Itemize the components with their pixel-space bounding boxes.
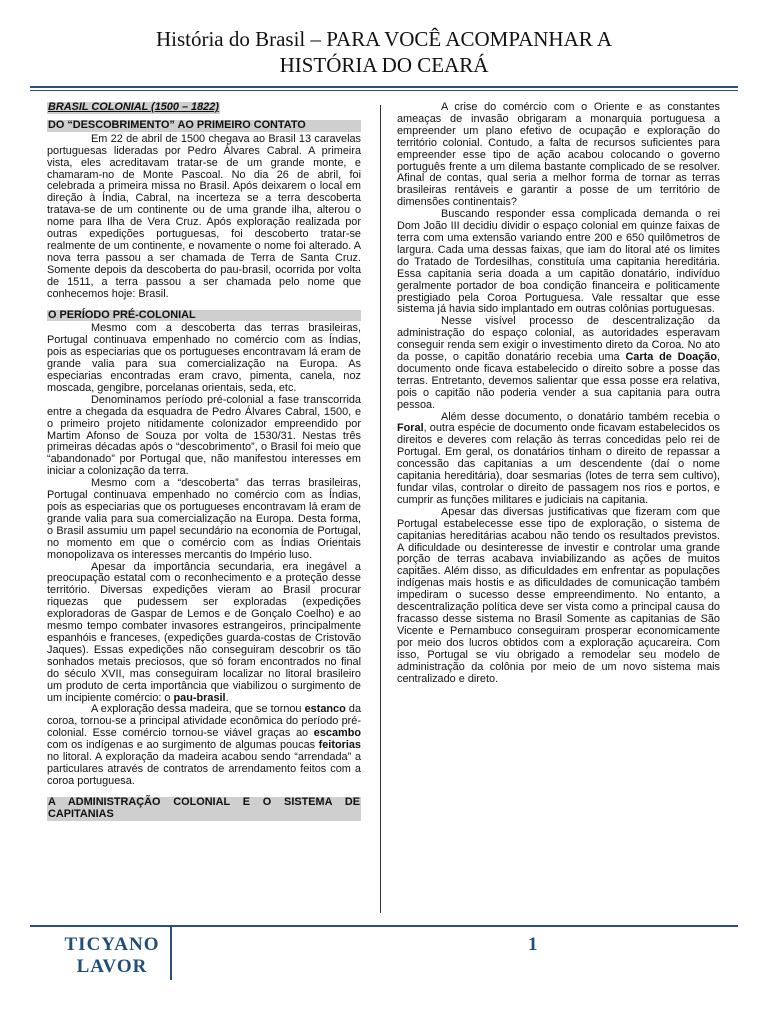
paragraph-fracasso: Apesar das diversas justificativas que fizeram com que Portugal estabelecesse esse tipo de exploração, o sistema de capitanias hereditárias acabou não tendo os resultados previstos. A dificuldade ou desinteresse de investir e controlar uma grande porção de terras acabava inviabilizando as ações de muitos capitães. Além disso, as dificuldades em enfrentar as populações indígenas mais hostis e as dificuldades de comunicação também impediram o sucesso desse empreendimento. No entanto, a descentralização política deve ser vista como a principal causa do fracasso desse sistema no Brasil Somente as capitanias de São Vicente e Pernambuco conseguiram prosperar economicamente por meio dos lucros obtidos com a exploração açucareira. Com isso, Portugal se viu obrigado a remodelar seu modelo de administração da colônia por meio de um novo sistema mais centralizado e direto. (397, 505, 720, 685)
bold-term-estanco: estanco (304, 703, 346, 716)
heading-brasil-colonial: BRASIL COLONIAL (1500 – 1822) (48, 101, 219, 113)
paragraph-pre-colonial-4 (47, 562, 361, 705)
text-run: Nesse visível processo de descentralização da administração do espaço colonial, as autoridades esperavam conseguir renda sem exigir o investimento direto da Coroa. No ato da posse, o capitão donatário recebia uma (397, 315, 720, 364)
heading-descobrimento: DO “DESCOBRIMENTO” AO PRIMEIRO CONTATO (47, 120, 361, 132)
page-title-line2: HISTÓRIA DO CEARÁ (279, 53, 489, 77)
bold-term-carta-doacao: Carta de Doação (625, 351, 717, 364)
text-run: . (225, 691, 229, 704)
paragraph-pre-colonial-2: Denominamos período pré-colonial a fase transcorrida entre a chegada da esquadra de Pedro Álvares Cabral, 1500, e o primeiro projeto nitidamente colonizador empreendido por Martim Afonso de Souza por volta de 1530/31. Nestas três primeiras décadas após o “descobrimento”, o Brasil foi meio que “abandonado” por Portugal que, não manifestou interesses em iniciar a colonização da terra. (47, 393, 361, 478)
paragraph-capitanias: Buscando responder essa complicada demanda o rei Dom João III decidiu dividir o espaço colonial em quinze faixas de terra com uma extensão variando entre 200 e 650 quilômetros de largura. Cada uma dessas faixas, que iam do litoral até os limites do Tratado de Tordesilhas, constituía uma capitania hereditária. Essa capitania seria doada a um capitão donatário, indivíduo geralmente portador de boa condição financeira e politicamente prestigiado pela Coroa Portuguesa. Vale ressaltar que esse sistema já havia sido implantado em outras colônias portuguesas. (397, 208, 720, 316)
bold-term-feitorias: feitorias (318, 739, 361, 752)
text-run: Além desse documento, o donatário também recebia o (441, 410, 720, 423)
text-run: , outra espécie de documento onde ficavam estabelecidos os direitos e deveres com relação às terras concedidas pelo rei de Portugal. Em geral, os donatários tinham o direito de repassar a concessão das capitanias a um descendente (daí o nome capitania hereditária), doar sesmarias (lotes de terra sem cultivo), fundar vilas, controlar o direito de passagem nos rios e portos, e cumprir as funções militares e judiciais na capitania. (397, 422, 720, 506)
right-column (397, 102, 720, 685)
text-run: com os indígenas e ao surgimento de algumas poucas (47, 739, 316, 752)
bold-term-escambo: escambo (313, 727, 361, 740)
paragraph-pre-colonial-3: Mesmo com a “descoberta” das terras brasileiras, Portugal continuava empenhado no comércio com as Índias, pois as especiarias que os portugueses encontravam lá eram de grande valia para sua comercialização na Europa. Desta forma, o Brasil assumiu um papel secundário na economia de Portugal, no momento em que o comércio com as Índias Orientais monopolizava os interesses mercantis do Império luso. (47, 477, 361, 561)
paragraph-pre-colonial-5 (47, 704, 361, 787)
text-run: no litoral. A exploração da madeira acabou sendo “arrendada” a particulares através de contratos de arrendamento feitos com a coroa portuguesa. (47, 751, 361, 787)
text-run: , documento onde ficava estabelecido o direito sobre a posse das terras. Entretanto, devemos salientar que essa posse era relativa, pois o capitão não poderia vender a sua capitania para outra pessoa. (397, 351, 720, 411)
bold-term-pau-brasil: pau-brasil (173, 691, 226, 704)
footer-author (44, 934, 180, 978)
text-run: da coroa, tornou-se a principal atividade econômica do período pré-colonial. Esse comércio tornou-se viável graças ao (47, 703, 362, 740)
heading-administracao-colonial: A ADMINISTRAÇÃO COLONIAL E O SISTEMA DE CAPITANIAS (48, 795, 360, 820)
footer-rule (30, 925, 738, 927)
paragraph-crise-comercio: A crise do comércio com o Oriente e as constantes ameaças de invasão obrigaram a monarquia portuguesa a empreender um plano efetivo de ocupação e exploração do território colonial. Contudo, a falta de recursos suficientes para empreender esse tipo de ação acabou colocando o governo português frente a um dilema bastante complicado de se resolver. Afinal de contas, qual seria a melhor forma de tornar as terras brasileiras rentáveis e garantir a posse de um território de dimensões continentais? (397, 101, 720, 209)
paragraph-foral (397, 412, 720, 507)
text-run: A exploração dessa madeira, que se tornou (91, 703, 302, 716)
paragraph-pre-colonial-1: Mesmo com a descoberta das terras brasileiras, Portugal continuava empenhado no comércio com as Índias, pois as especiarias que os portugueses encontravam lá eram de grande valia para sua comercialização na Europa. As especiarias encontradas eram cravo, pimenta, canela, noz moscada, gengibre, porcelanas orientais, seda, etc. (47, 322, 361, 394)
author-last-name: LAVOR (76, 956, 148, 977)
header-rule (30, 86, 738, 88)
heading-pre-colonial: O PERÍODO PRÉ-COLONIAL (47, 310, 361, 322)
paragraph-descobrimento: Em 22 de abril de 1500 chegava ao Brasil 13 caravelas portuguesas lideradas por Pedro Álvares Cabral. A primeira vista, eles acreditavam tratar-se de um grande monte, e chamaram-no de Monte Pascoal. No dia 26 de abril, foi celebrada a primeira missa no Brasil. Após deixarem o local em direção à Índia, Cabral, na incerteza se a terra descoberta tratava-se de um continente ou de uma grande ilha, alterou o nome para Ilha de Vera Cruz. Após exploração realizada por outras expedições portuguesas, foi descoberto tratar-se realmente de um continente, e novamente o nome foi alterado. A nova terra passou a ser chamada de Terra de Santa Cruz. Somente depois da descoberta do pau-brasil, ocorrida por volta de 1511, a terra passou a ser chamada pelo nome que conhecemos hoje: Brasil. (47, 132, 361, 300)
author-first-name: TICYANO (64, 934, 160, 955)
page-title-line1: História do Brasil – PARA VOCÊ ACOMPANHAR A (155, 27, 613, 51)
column-divider (380, 105, 381, 913)
left-column (47, 102, 361, 823)
page-number: 1 (528, 934, 538, 955)
header-rule-secondary (30, 90, 738, 91)
page-header (30, 26, 738, 78)
paragraph-carta-doacao (397, 316, 720, 411)
text-run: Apesar da importância secundaria, era inegável a preocupação estatal com o reconhecimento e a proteção desse território. Diversas expedições vieram ao Brasil procurar riquezas que pudessem ser exploradas (expedições exploradoras de Gaspar de Lemos e de Gonçalo Coelho) e ao mesmo tempo combater invasores estrangeiros, principalmente espanhóis e franceses, (expedições guarda-costas de Cristovão Jaques). Essas expedições não conseguiram descobrir os tão sonhados metais preciosos, que só foram encontrados no final do século XVII, mas conseguiram localizar no litoral brasileiro um produto de certa importância que viabilizou o surgimento de um incipiente comércio: o (47, 560, 361, 704)
bold-term-foral: Foral (397, 422, 424, 435)
watermark: ano l (330, 499, 360, 546)
